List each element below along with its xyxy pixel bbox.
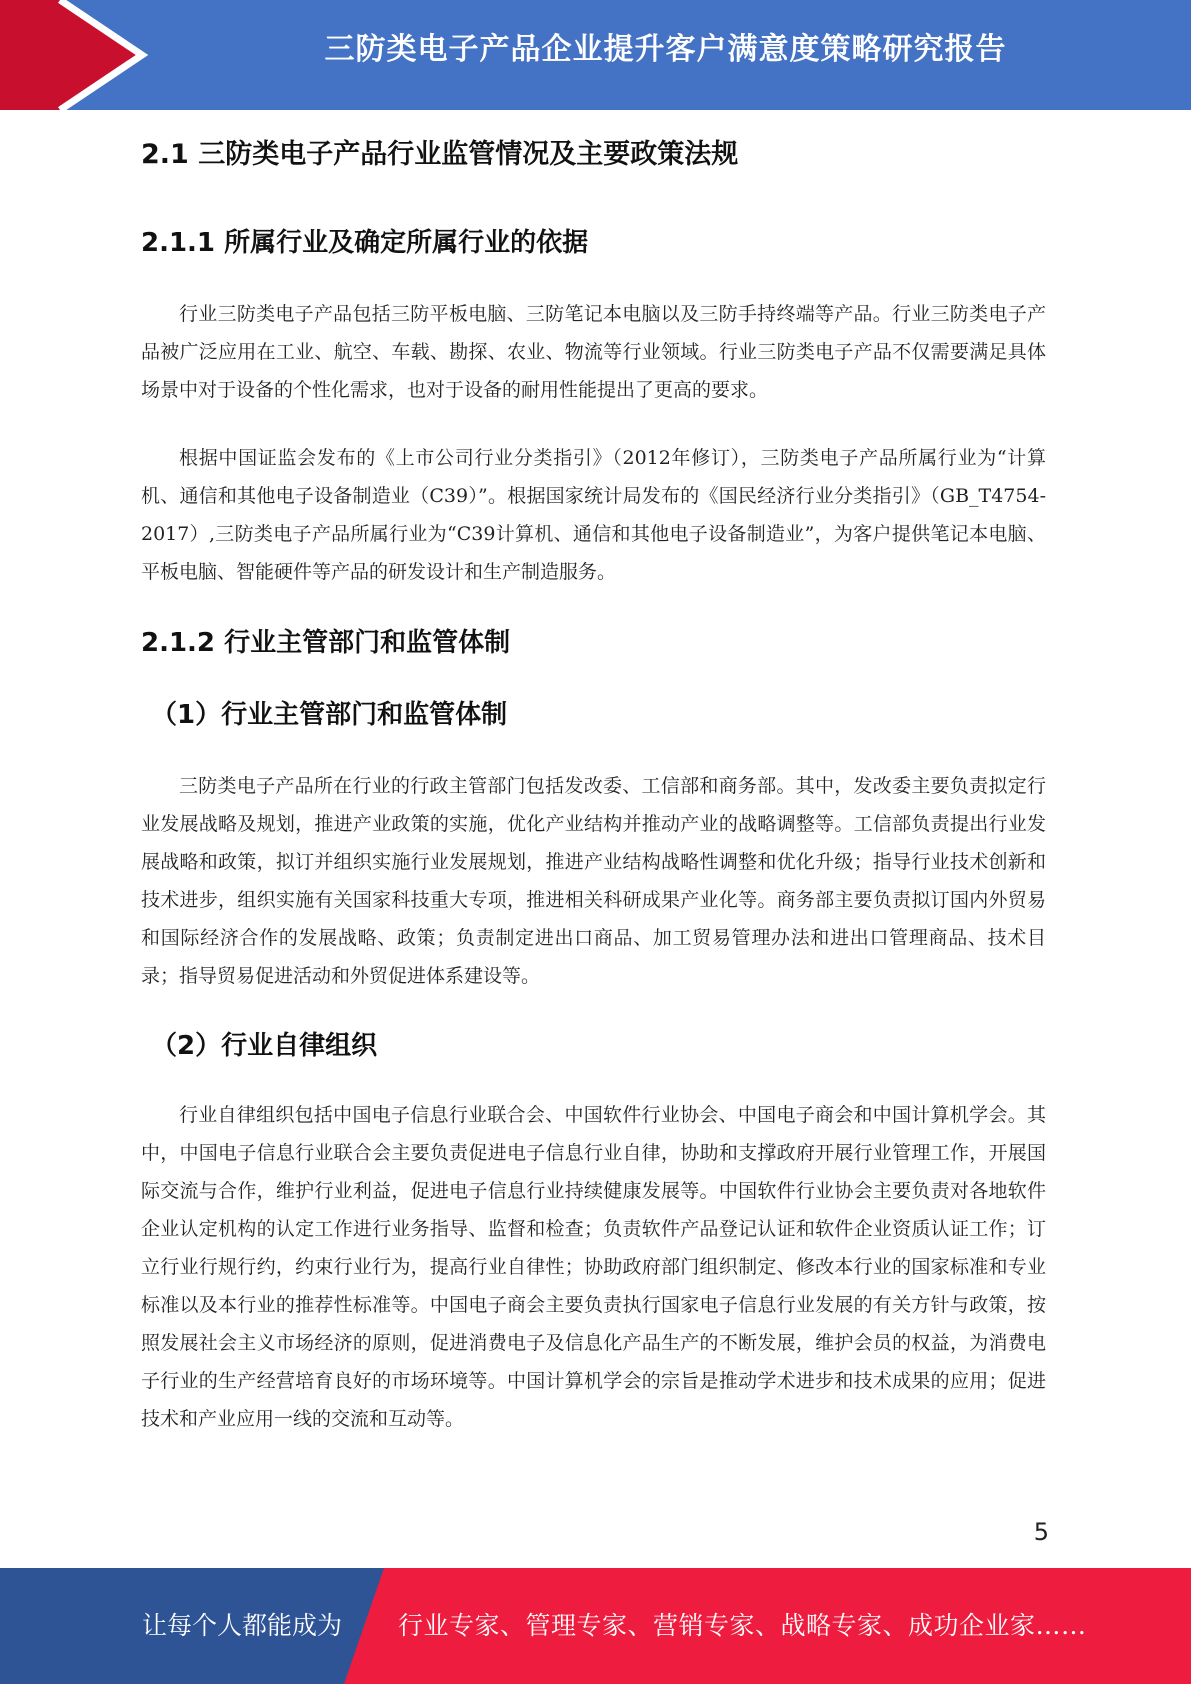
subsection-2-heading: （2）行业自律组织 [151, 1031, 378, 1061]
page-footer [0, 1568, 1191, 1684]
footer-slogan-right: 行业专家、管理专家、营销专家、战略专家、成功企业家…… [398, 1611, 1087, 1640]
section-2-1-2-heading: 2.1.2 行业主管部门和监管体制 [141, 628, 511, 658]
page-number: 5 [1033, 1518, 1049, 1546]
red-arrow-shape [0, 0, 142, 110]
section-2-1-1-heading: 2.1.1 所属行业及确定所属行业的依据 [141, 228, 589, 258]
paragraph-industry-products: 行业三防类电子产品包括三防平板电脑、三防笔记本电脑以及三防手持终端等产品。行业三防类电子产品被广泛应用在工业、航空、车载、勘探、农业、物流等行业领域。行业三防类电子产品不仅需要满足具体场景中对于设备的个性化需求，也对于设备的耐用性能提出了更高的要求。 [141, 303, 1046, 401]
subsection-1-heading: （1）行业主管部门和监管体制 [151, 700, 508, 730]
section-2-1-heading: 2.1 三防类电子产品行业监管情况及主要政策法规 [141, 139, 739, 170]
paragraph-industry-classification: 根据中国证监会发布的《上市公司行业分类指引》（2012年修订），三防类电子产品所属行业为“计算机、通信和其他电子设备制造业（C39）”。根据国家统计局发布的《国民经济行业分类指引》（GB_T4754-2017）,三防类电子产品所属行业为“C39计算机、通信和其他电子设备制造业”，为客户提供笔记本电脑、平板电脑、智能硬件等产品的研发设计和生产制造服务。 [141, 447, 1046, 583]
report-title: 三防类电子产品企业提升客户满意度策略研究报告 [324, 32, 1007, 67]
paragraph-self-regulatory-orgs: 行业自律组织包括中国电子信息行业联合会、中国软件行业协会、中国电子商会和中国计算机学会。其中，中国电子信息行业联合会主要负责促进电子信息行业自律，协助和支撑政府开展行业管理工作，开展国际交流与合作，维护行业利益，促进电子信息行业持续健康发展等。中国软件行业协会主要负责对各地软件企业认定机构的认定工作进行业务指导、监督和检查；负责软件产品登记认证和软件企业资质认证工作；订立行业行规行约，约束行业行为，提高行业自律性；协助政府部门组织制定、修改本行业的国家标准和专业标准以及本行业的推荐性标准等。中国电子商会主要负责执行国家电子信息行业发展的有关方针与政策，按照发展社会主义市场经济的原则，促进消费电子及信息化产品生产的不断发展，维护会员的权益，为消费电子行业的生产经营培育良好的市场环境等。中国计算机学会的宗旨是推动学术进步和技术成果的应用；促进技术和产业应用一线的交流和互动等。 [141, 1104, 1046, 1430]
page-header [0, 0, 1191, 110]
footer-slogan-left: 让每个人都能成为 [142, 1611, 343, 1640]
paragraph-regulators: 三防类电子产品所在行业的行政主管部门包括发改委、工信部和商务部。其中，发改委主要负责拟定行业发展战略及规划，推进产业政策的实施，优化产业结构并推动产业的战略调整等。工信部负责提出行业发展战略和政策，拟订并组织实施行业发展规划，推进产业结构战略性调整和优化升级；指导行业技术创新和技术进步，组织实施有关国家科技重大专项，推进相关科研成果产业化等。商务部主要负责拟订国内外贸易和国际经济合作的发展战略、政策；负责制定进出口商品、加工贸易管理办法和进出口管理商品、技术目录；指导贸易促进活动和外贸促进体系建设等。 [141, 775, 1046, 987]
